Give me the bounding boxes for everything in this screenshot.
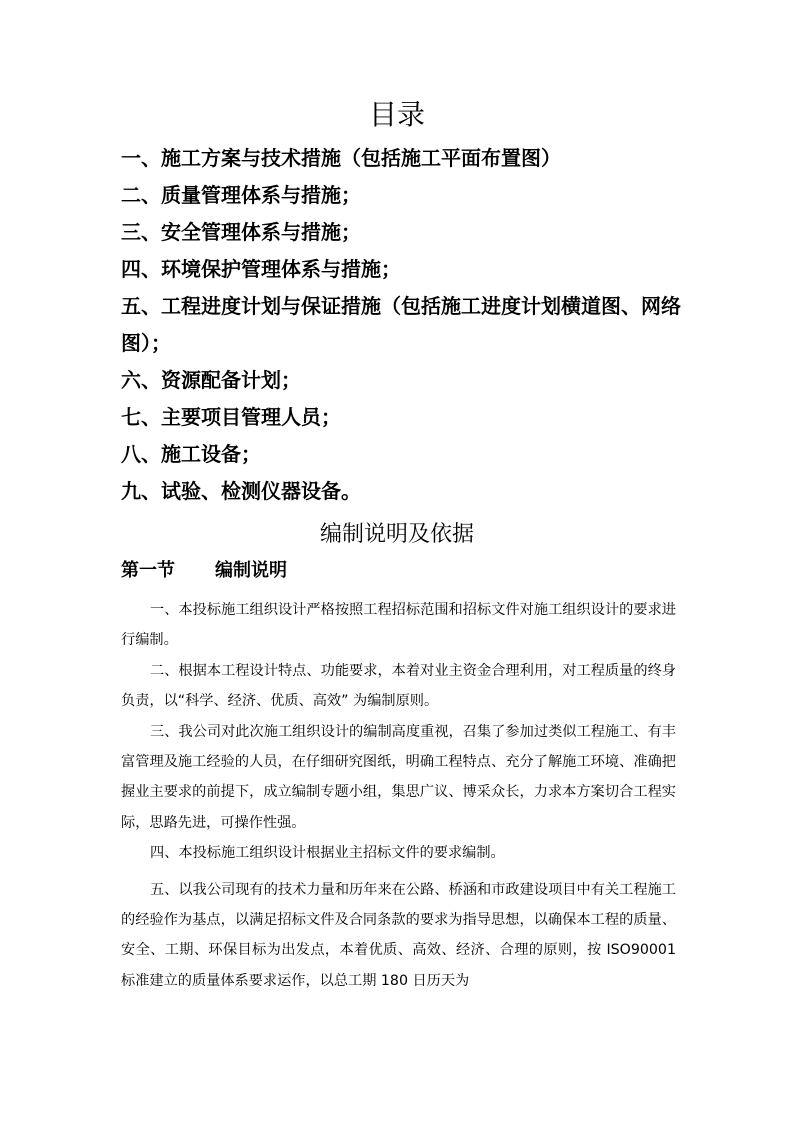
- toc-item: 四、环境保护管理体系与措施；: [121, 257, 401, 281]
- section-title: 编制说明及依据: [319, 522, 474, 547]
- toc-item: 一、施工方案与技术措施（包括施工平面布置图）: [121, 146, 561, 170]
- toc-title: 目录: [368, 98, 425, 131]
- toc-item: 二、质量管理体系与措施；: [121, 183, 361, 207]
- paragraph: 四、本投标施工组织设计根据业主招标文件的要求编制。: [150, 845, 505, 862]
- toc-item: 九、试验、检测仪器设备。: [121, 479, 361, 503]
- toc-item: 六、资源配备计划；: [121, 368, 301, 392]
- subsection-title: 编制说明: [215, 560, 287, 581]
- paragraph: 一、本投标施工组织设计严格按照工程招标范围和招标文件对施工组织设计的要求进行编制。: [121, 602, 676, 649]
- paragraph: 三、我公司对此次施工组织设计的编制高度重视，召集了参加过类似工程施工、有丰富管理及施工经验的人员，在仔细研究图纸，明确工程特点、充分了解施工环境、准确把握业主要求的前提下，成立编制专题小组，集思广议、博采众长，力求本方案切合工程实际，思路先进，可操作性强。: [121, 723, 676, 831]
- toc-item: 三、安全管理体系与措施；: [121, 220, 361, 244]
- body-text: [121, 595, 676, 996]
- subsection-heading: [121, 556, 287, 586]
- subsection-number: 第一节: [121, 560, 175, 581]
- toc-item: 七、主要项目管理人员；: [121, 405, 341, 429]
- toc-list: [121, 140, 681, 510]
- paragraph: 二、根据本工程设计特点、功能要求，本着对业主资金合理利用，对工程质量的终身负责，以“科学、经济、优质、高效” 为编制原则。: [121, 662, 676, 710]
- paragraph: 五、以我公司现有的技术力量和历年来在公路、桥涵和市政建设项目中有关工程施工的经验作为基点，以满足招标文件及合同条款的要求为指导思想，以确保本工程的质量、安全、工期、环保目标为出发点，本着优质、高效、经济、合理的原则，按 ISO90001 标准建立的质量体系要求运作，以总工期 180 日历天为: [121, 881, 676, 989]
- toc-item: 五、工程进度计划与保证措施（包括施工进度计划横道图、网络图）；: [121, 294, 681, 355]
- toc-item: 八、施工设备；: [121, 442, 261, 466]
